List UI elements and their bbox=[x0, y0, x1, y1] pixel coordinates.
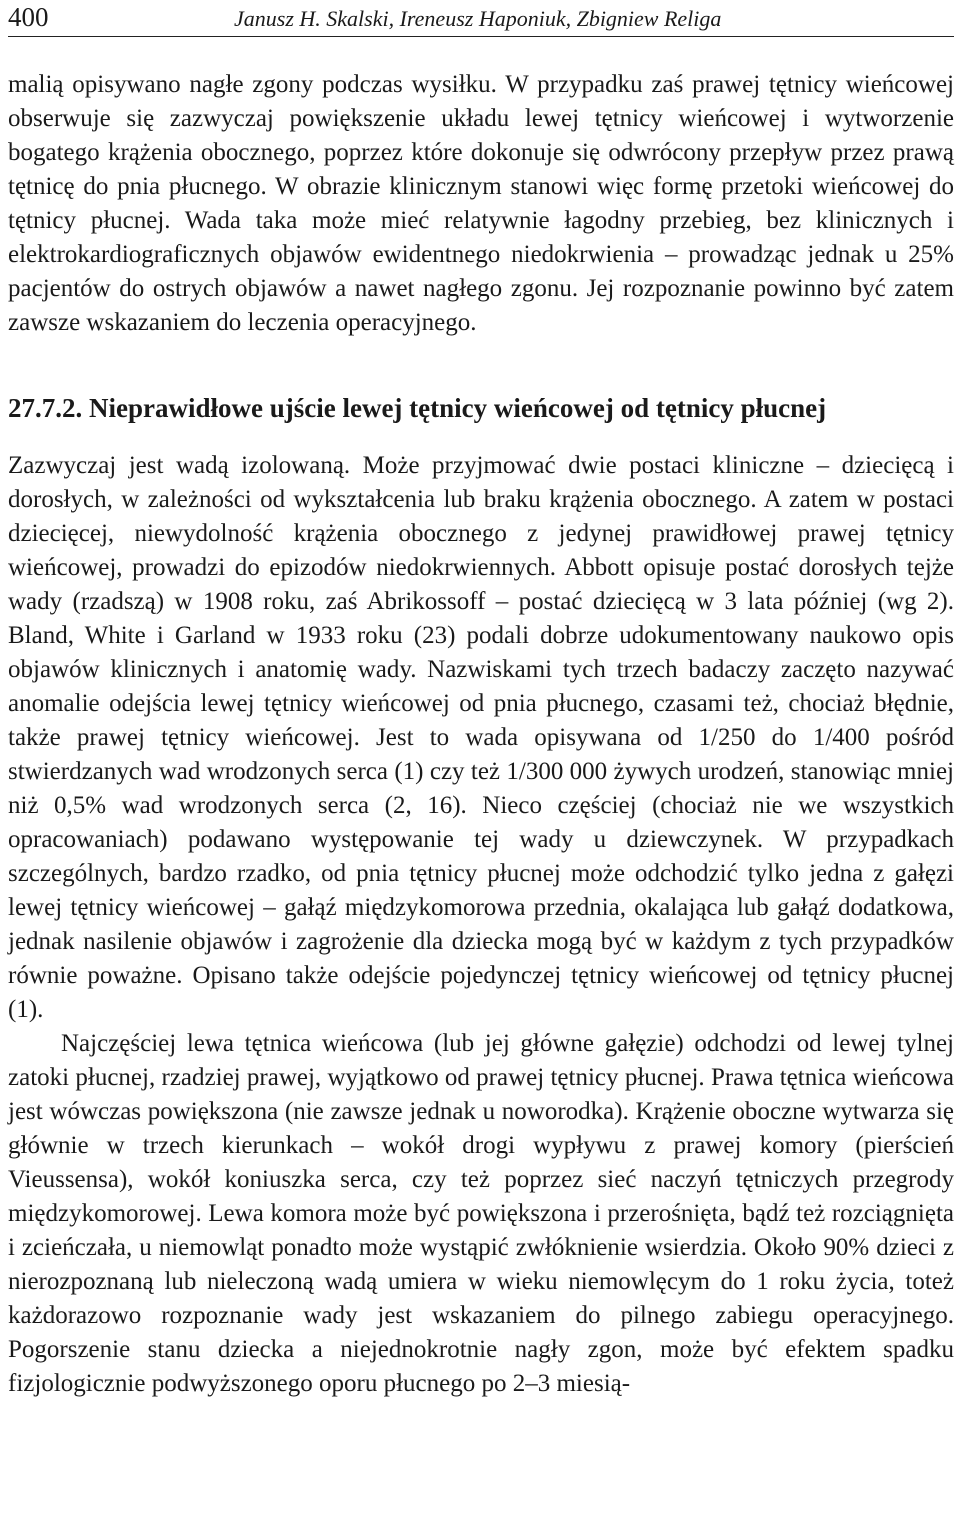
paragraph-anatomy: Najczęściej lewa tętnica wieńcowa (lub jej główne gałęzie) odchodzi od lewej tylnej zatoki płucnej, rzadziej prawej, wyjątkowo od prawej tętnicy płucnej. Prawa tętnica wieńcowa jest wówczas powiększona (nie zawsze jednak u noworodka). Krążenie oboczne wytwarza się głównie w trzech kierunkach – wokół drogi wypływu z prawej komory (pierścień Vieussensa), wokół koniuszka serca, czy też poprzez sieć naczyń tętniczych przegrody międzykomorowej. Lewa komora może być powiększona i przerośnięta, bądź też rozciągnięta i zcieńczała, u niemowląt ponadto może wystąpić zwłóknienie wsierdzia. Około 90% dzieci z nierozpoznaną lub nieleczoną wadą umiera w wieku niemowlęcym do 1 roku życia, toteż każdorazowo rozpoznanie wady jest wskazaniem do pilnego zabiegu operacyjnego. Pogorszenie stanu dziecka a niejednokrotnie nagły zgon, może być efektem spadku fizjologicznie podwyższonego oporu płucnego po 2–3 miesią- bbox=[8, 1030, 954, 1397]
section-heading: 27.7.2. Nieprawidłowe ujście lewej tętnicy wieńcowej od tętnicy płucnej bbox=[8, 393, 827, 423]
header-authors: Janusz H. Skalski, Ireneusz Haponiuk, Zbigniew Religa bbox=[234, 6, 722, 31]
paragraph-intro: Zazwyczaj jest wadą izolowaną. Może przyjmować dwie postaci kliniczne – dziecięcą i dorosłych, w zależności od wykształcenia lub braku krążenia obocznego. A zatem w postaci dziecięcej, niewydolność krążenia obocznego z jedynej prawidłowej prawej tętnicy wieńcowej, prowadzi do epizodów niedokrwiennych. Abbott opisuje postać dorosłych tejże wady (rzadszą) w 1908 roku, zaś Abrikossoff – postać dziecięcą w 3 lata później (wg 2). Bland, White i Garland w 1933 roku (23) podali dobrze udokumentowany naukowo opis objawów klinicznych i anatomię wady. Nazwiskami tych trzech badaczy zaczęto nazywać anomalie odejścia lewej tętnicy wieńcowej od pnia płucnego, czasami też, chociaż błędnie, także prawej tętnicy wieńcowej. Jest to wada opisywana od 1/250 do 1/400 pośród stwierdzanych wad wrodzonych serca (1) czy też 1/300 000 żywych urodzeń, stanowiąc mniej niż 0,5% wad wrodzonych serca (2, 16). Nieco częściej (chociaż nie we wszystkich opracowaniach) podawano występowanie tej wady u dziewczynek. W przypadkach szczególnych, bardzo rzadko, od pnia tętnicy płucnej może odchodzić tylko jedna z gałęzi lewej tętnicy wieńcowej – gałąź międzykomorowa przednia, okalająca lub gałąź dodatkowa, jednak nasilenie objawów i zagrożenie dla dziecka mogą być w każdym z tych przypadków równie poważne. Opisano także odejście pojedynczej tętnicy wieńcowej od tętnicy płucnej (1). bbox=[8, 452, 954, 1023]
paragraph-continuation: malią opisywano nagłe zgony podczas wysiłku. W przypadku zaś prawej tętnicy wieńcowej obserwuje się zazwyczaj powiększenie układu lewej tętnicy wieńcowej i wytworzenie bogatego krążenia obocznego, poprzez które dokonuje się odwrócony przepływ przez prawą tętnicę do pnia płucnego. W obrazie klinicznym stanowi więc formę przetoki wieńcowej do tętnicy płucnej. Wada taka może mieć relatywnie łagodny przebieg, bez klinicznych i elektrokardiograficznych objawów ewidentnego niedokrwienia – prowadząc jednak u 25% pacjentów do ostrych objawów a nawet nagłego zgonu. Jej rozpoznanie powinno być zatem zawsze wskazaniem do leczenia operacyjnego. bbox=[8, 71, 954, 336]
running-header bbox=[8, 2, 954, 37]
document-page bbox=[8, 0, 954, 1401]
page-number: 400 bbox=[8, 2, 49, 32]
